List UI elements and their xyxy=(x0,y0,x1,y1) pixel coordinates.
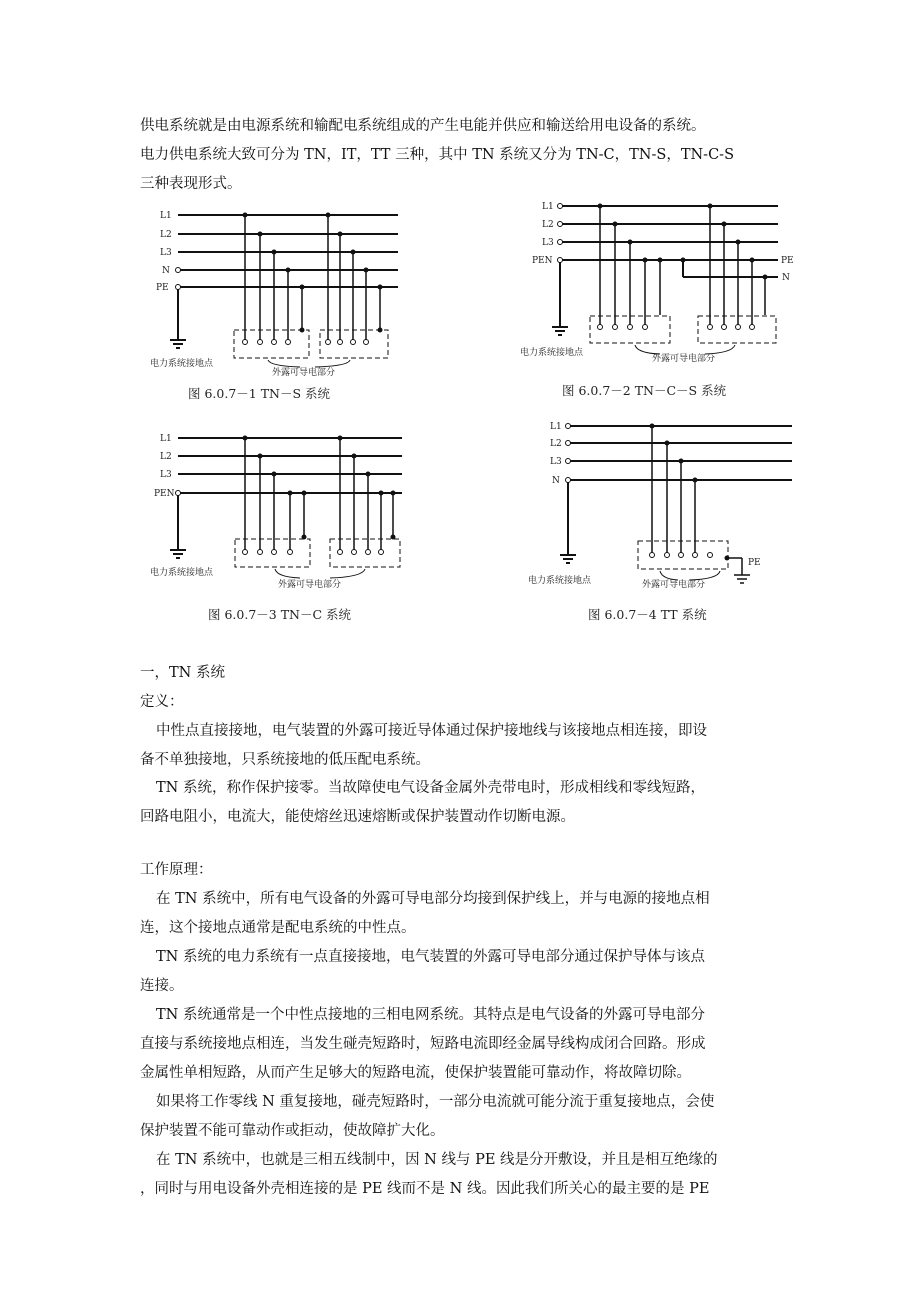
label-l2: L2 xyxy=(160,230,172,240)
principle-line-11: ，同时与用电设备外壳相连接的是 PE 线而不是 N 线。因此我们所关心的最主要的是 PE xyxy=(140,1181,710,1197)
principle-line-4: 连接。 xyxy=(140,978,184,994)
figure-caption: 图 6.0.7－4 TT 系统 xyxy=(588,607,707,622)
figure-caption: 图 6.0.7－1 TN－S 系统 xyxy=(188,386,331,401)
ground-label: 电力系统接地点 xyxy=(528,576,592,586)
definition-line-1: 中性点直接接地，电气装置的外露可接近导体通过保护接地线与该接地点相连接，即设 xyxy=(156,723,707,739)
label-l3: L3 xyxy=(550,457,562,467)
principle-line-7: 金属性单相短路，从而产生足够大的短路电流，使保护装置能可靠动作，将故障切除。 xyxy=(140,1065,691,1081)
ground-label: 电力系统接地点 xyxy=(150,359,214,369)
tn-c-s-diagram xyxy=(520,195,820,405)
principle-line-5: TN 系统通常是一个中性点接地的三相电网系统。其特点是电气设备的外露可导电部分 xyxy=(156,1007,705,1023)
intro-line-1: 供电系统就是由电源系统和输配电系统组成的产生电能并供应和输送给用电设备的系统。 xyxy=(140,118,706,134)
principle-line-6: 直接与系统接地点相连，当发生碰壳短路时，短路电流即经金属导线构成闭合回路。形成 xyxy=(140,1036,706,1052)
label-pe: PE xyxy=(156,283,169,293)
label-l2: L2 xyxy=(160,452,172,462)
label-pe: PE xyxy=(748,558,761,568)
exposed-label: 外露可导电部分 xyxy=(272,368,336,378)
tt-diagram xyxy=(520,415,820,630)
principle-line-8: 如果将工作零线 N 重复接地，碰壳短路时，一部分电流就可能分流于重复接地点，会使 xyxy=(156,1094,715,1110)
figure-tt xyxy=(520,415,820,630)
principle-line-2: 连，这个接地点通常是配电系统的中性点。 xyxy=(140,920,416,936)
principle-line-3: TN 系统的电力系统有一点直接接地，电气装置的外露可导电部分通过保护导体与该点 xyxy=(156,949,705,965)
exposed-label: 外露可导电部分 xyxy=(642,580,706,590)
ground-label: 电力系统接地点 xyxy=(150,568,214,578)
definition-label: 定义： xyxy=(140,694,184,710)
exposed-label: 外露可导电部分 xyxy=(278,580,342,590)
label-l3: L3 xyxy=(160,470,172,480)
intro-line-2: 电力供电系统大致可分为 TN，IT，TT 三种，其中 TN 系统又分为 TN-C，TN-S，TN-C-S xyxy=(140,147,735,163)
principle-label: 工作原理： xyxy=(140,862,213,878)
label-l3: L3 xyxy=(542,238,554,248)
definition-line-4: 回路电阻小，电流大，能使熔丝迅速熔断或保护装置动作切断电源。 xyxy=(140,809,575,825)
label-pen: PEN xyxy=(532,256,553,266)
label-l1: L1 xyxy=(160,434,172,444)
label-pen: PEN xyxy=(154,489,175,499)
definition-line-2: 备不单独接地，只系统接地的低压配电系统。 xyxy=(140,752,430,768)
label-l1: L1 xyxy=(542,202,554,212)
label-l1: L1 xyxy=(550,422,562,432)
figure-tn-c-s xyxy=(520,195,820,405)
label-l3: L3 xyxy=(160,248,172,258)
principle-line-10: 在 TN 系统中，也就是三相五线制中，因 N 线与 PE 线是分开敷设，并且是相互绝缘的 xyxy=(156,1152,718,1168)
tn-c-diagram xyxy=(150,425,430,630)
tn-s-diagram xyxy=(150,200,430,405)
label-l2: L2 xyxy=(550,439,562,449)
figure-tn-s xyxy=(150,200,430,405)
definition-line-3: TN 系统，称作保护接零。当故障使电气设备金属外壳带电时，形成相线和零线短路， xyxy=(156,780,705,796)
label-l1: L1 xyxy=(160,211,172,221)
label-n-right: N xyxy=(782,273,790,283)
exposed-label: 外露可导电部分 xyxy=(652,354,716,364)
label-n: N xyxy=(552,476,560,486)
figure-tn-c xyxy=(150,425,430,630)
section-heading: 一，TN 系统 xyxy=(140,665,225,681)
principle-line-1: 在 TN 系统中，所有电气设备的外露可导电部分均接到保护线上，并与电源的接地点相 xyxy=(156,891,710,907)
label-l2: L2 xyxy=(542,220,554,230)
figure-caption: 图 6.0.7－2 TN－C－S 系统 xyxy=(562,383,727,398)
ground-label: 电力系统接地点 xyxy=(520,348,584,358)
label-pe-right: PE xyxy=(781,256,794,266)
intro-line-3: 三种表现形式。 xyxy=(140,176,242,192)
principle-line-9: 保护装置不能可靠动作或拒动，使故障扩大化。 xyxy=(140,1123,445,1139)
label-n: N xyxy=(162,266,170,276)
figure-caption: 图 6.0.7－3 TN－C 系统 xyxy=(208,607,352,622)
